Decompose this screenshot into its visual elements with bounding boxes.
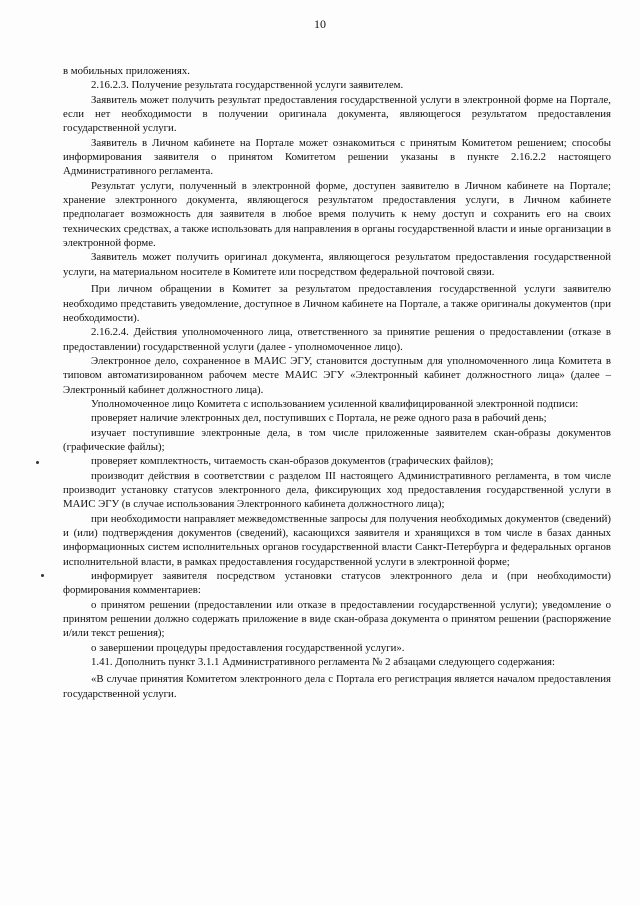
paragraph-personal-visit: При личном обращении в Комитет за результатом предоставления государственной услуги заявителю необходимо представить уведомление, доступное в Личном кабинете на Портале, а также оригиналы документов (при необходимости). [63, 283, 611, 324]
paragraph-continuation: в мобильных приложениях. [63, 65, 190, 77]
list-item-performs-actions: производит действия в соответствии с разделом III настоящего Административного регламента, в том числе производит установку статусов электронного дела, фиксирующих ход предоставления государственной услуги в МАИС ЭГУ (в случае использования Электронного кабинета должностного лица); [63, 469, 611, 511]
paragraph-personal-cabinet-decision: Заявитель в Личном кабинете на Портале может ознакомиться с принятым Комитетом решением; способы информирования заявителя о принятом Комитетом решении указаны в пункте 2.16.2.2 настоящего Административного регламента. [63, 136, 611, 178]
paragraph-2-16-2-3-heading: 2.16.2.3. Получение результата государственной услуги заявителем. [91, 79, 404, 92]
paragraph-authorized-person: Уполномоченное лицо Комитета с использованием усиленной квалифицированной электронной подписи: [91, 397, 579, 410]
paragraph-result-availability: Результат услуги, полученный в электронной форме, доступен заявителю в Личном кабинете на Портале; хранение электронного документа, являющегося результатом предоставления услуги, в Личном кабинете предполагает возможность для заявителя в любое время получить к нему доступ и сохранить его на своих технических средствах, а также использовать для направления в органы государственной власти и иные организации в электронной форме. [63, 179, 611, 250]
paragraph-electronic-case: Электронное дело, сохраненное в МАИС ЭГУ, становится доступным для уполномоченного лица Комитета в типовом автоматизированном рабочем месте МАИС ЭГУ «Электронный кабинет должностного лица» (далее – Электронный кабинет должностного лица). [63, 354, 611, 396]
list-item-interagency-requests: при необходимости направляет межведомственные запросы для получения необходимых документов (сведений) и (или) подтверждения документов (сведений), касающихся заявителя и хранящихся в том числе в базах данных информационных систем исполнительных органов государственной власти Санкт-Петербурга и федеральных органов исполнительной власти, в рамках предоставления государственной услуги в электронной форме; [63, 512, 611, 568]
scan-speck [36, 461, 39, 464]
paragraph-2-16-2-4-heading: 2.16.2.4. Действия уполномоченного лица, ответственного за принятие решения о предоставлении (отказе в предоставлении) государственной услуги (далее - уполномоченное лицо). [63, 326, 611, 353]
paragraph-quoted-addition: «В случае принятия Комитетом электронного дела с Портала его регистрация является началом предоставления государственной услуги. [63, 673, 611, 700]
document-body [63, 64, 611, 701]
paragraph-original-document: Заявитель может получить оригинал документа, являющегося результатом предоставления государственной услуги, на материальном носителе в Комитете или посредством федеральной почтовой связи. [63, 251, 611, 278]
list-item-decision-notice: о принятом решении (предоставлении или отказе в предоставлении государственной услуги); уведомление о принятом решении должно содержать приложение в виде скан-образа документа о принятом решении (распоряжение и/или текст решения); [63, 598, 611, 640]
list-item-informs-applicant: информирует заявителя посредством установки статусов электронного дела и (при необходимости) формирования комментариев: [63, 570, 611, 597]
scan-speck [41, 574, 44, 577]
list-item-studies-cases: изучает поступившие электронные дела, в том числе приложенные заявителем скан-образы документов (графические файлы); [63, 426, 611, 453]
list-item-procedure-completion: о завершении процедуры предоставления государственной услуги». [91, 641, 405, 654]
paragraph-result-electronic-form: Заявитель может получить результат предоставления государственной услуги в электронной форме на Портале, если нет необходимости в получении оригинала документа, являющегося результатом предоставления государственной услуги. [63, 93, 611, 135]
list-item-checks-cases: проверяет наличие электронных дел, поступивших с Портала, не реже одного раза в рабочий день; [91, 412, 547, 425]
paragraph-1-41-amendment: 1.41. Дополнить пункт 3.1.1 Административного регламента № 2 абзацами следующего содержания: [91, 656, 555, 669]
page-number: 10 [314, 17, 326, 31]
list-item-checks-completeness: проверяет комплектность, читаемость скан-образов документов (графических файлов); [91, 455, 494, 468]
